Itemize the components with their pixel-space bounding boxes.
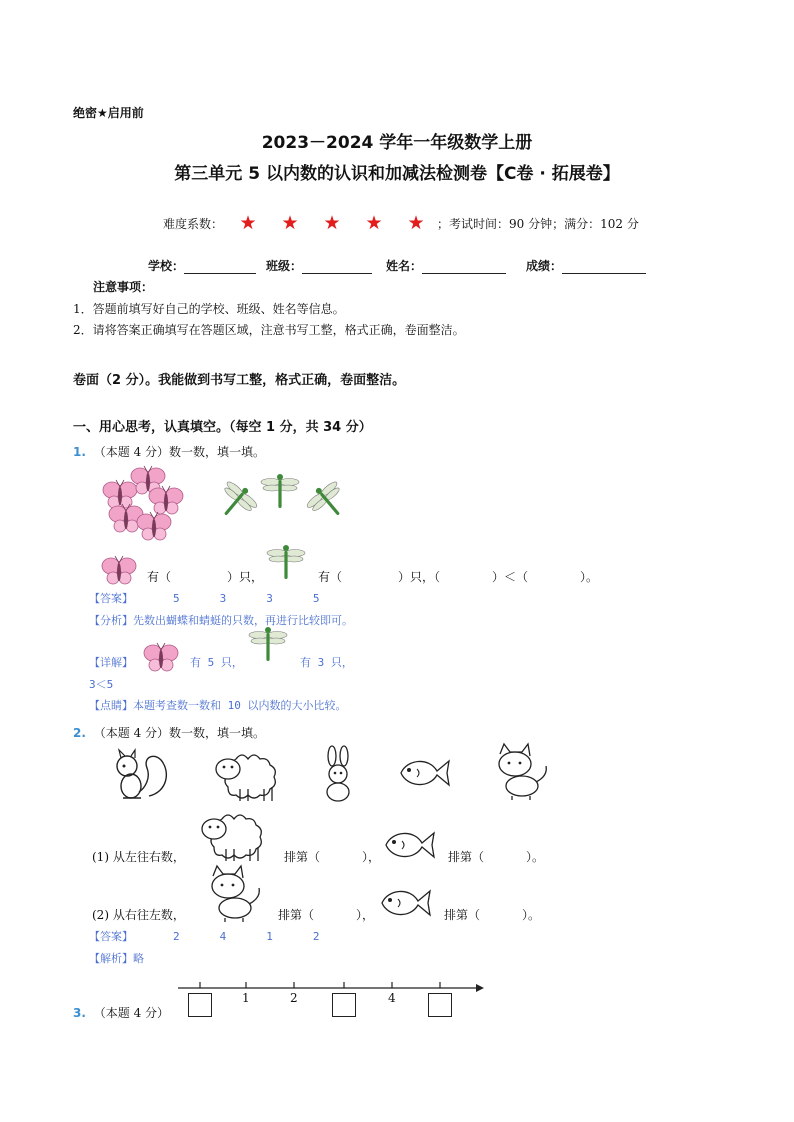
sheep-icon [212,745,284,803]
q2-text-close: ）， [362,850,381,864]
dragonfly-icon [261,474,299,508]
q1-answer-1: 5 [173,592,180,605]
q2-answer-3: 1 [266,930,273,943]
number-line-tick-label: 4 [388,991,396,1005]
dragonfly-icon [266,546,306,586]
section-1-heading: 一、用心思考，认真填空。（每空 1 分，共 34 分） [73,420,372,435]
star-icon: ★ [365,212,383,234]
q2-part1-blank-a-row [284,848,380,865]
number-line-box-1[interactable] [188,993,212,1017]
q2-part2-lead: (2) 从右往左数， [92,908,185,922]
q2-text-rank: 排第（ [444,908,481,922]
dragonfly-icon [248,628,288,668]
fish-icon [380,827,436,863]
q1-number: 1. [73,445,86,459]
dragonfly-icon [302,476,353,526]
title-line-1: 2023－2024 学年一年级数学上册 [261,133,533,153]
star-icon: ★ [239,212,257,234]
q1-detail-a: 有 5 只， [190,656,243,669]
number-line-box-3[interactable] [428,993,452,1017]
fish-icon [376,885,432,921]
q2-number: 2. [73,726,86,740]
q2-text-close-end: ）。 [526,850,545,864]
school-field [148,257,256,274]
fish-icon [395,755,451,791]
q1-comment: 【点睛】本题考查数一数和 10 以内数的大小比较。 [89,699,347,712]
title-line-2: 第三单元 5 以内数的认识和加减法检测卷【C卷 · 拓展卷】 [174,164,620,184]
q1-text-lt: ）＜（ [492,570,529,584]
difficulty-stars [227,212,437,234]
score-label: 成绩： [526,259,563,273]
q3-prompt: （本题 4 分） [93,1006,170,1020]
q2-part2-blank-b-row [444,906,540,923]
q2-text-close: ）， [356,908,375,922]
rabbit-icon [318,746,358,802]
score-input[interactable] [562,259,646,274]
q1-fill-row-b [318,568,598,585]
score-field [526,257,646,274]
difficulty-row [163,212,639,234]
q2-answer-2: 4 [219,930,227,943]
q2-text-rank: 排第（ [448,850,485,864]
dragonfly-group [220,475,350,535]
q2-text-rank: 排第（ [284,850,321,864]
school-label: 学校： [148,259,185,273]
q1-answer-tag: 【答案】 [89,592,133,605]
q2-prompt-row [73,724,265,741]
q1-text-has-2: 有（ [318,570,343,584]
notes-heading: 注意事项： [93,280,154,294]
q1-prompt: （本题 4 分）数一数，填一填。 [93,445,266,459]
school-input[interactable] [184,259,256,274]
name-field [386,257,506,274]
name-label: 姓名： [386,259,423,273]
q3-number: 3. [73,1006,86,1020]
difficulty-label: 难度系数： [163,216,224,231]
q1-text-unit-1: ）只， [227,570,264,584]
star-icon: ★ [281,212,299,234]
butterfly-icon [103,480,137,508]
class-field [266,257,372,274]
class-label: 班级： [266,259,303,273]
q2-answer-1: 2 [173,930,180,943]
q1-answer-3: 3 [266,592,273,605]
star-icon: ★ [407,212,425,234]
number-line-tick-label: 2 [290,991,298,1005]
q2-answer-row [89,928,320,944]
q2-text-close-end: ）。 [522,908,541,922]
q2-text-rank: 排第（ [278,908,315,922]
butterfly-icon [149,486,183,514]
q1-answer-2: 3 [219,592,227,605]
butterfly-group [100,465,190,545]
q1-text-end: ）。 [580,570,599,584]
q1-text-unit-2: ）只，（ [398,570,441,584]
q2-part2-blank-a-row [278,906,374,923]
number-line-tick-label: 1 [242,991,250,1005]
q1-analysis: 【分析】先数出蝴蝶和蜻蜓的只数，再进行比较即可。 [89,614,353,627]
dragonfly-icon [211,476,262,526]
note-item-2: 2．请将答案正确填写在答题区域，注意书写工整，格式正确，卷面整洁。 [73,323,465,337]
q2-answer-4: 2 [312,930,320,943]
q1-prompt-row [73,443,265,460]
q3-prompt-row [73,1004,169,1021]
q2-answer-tag: 【答案】 [89,930,133,943]
note-item-1: 1．答题前填写好自己的学校、班级、姓名等信息。 [73,302,345,316]
q1-detail-tag: 【详解】 [89,656,133,669]
squirrel-icon [105,748,175,802]
q2-part1-blank-b-row [448,848,544,865]
neatness-line: 卷面（2 分）。我能做到书写工整，格式正确，卷面整洁。 [73,373,406,388]
q2-analysis: 【解析】略 [89,952,144,965]
q1-detail-c: 3＜5 [89,678,114,691]
sheep-icon [198,805,268,863]
name-input[interactable] [422,259,506,274]
butterfly-icon [145,643,177,673]
time-score: ；考试时间：90 分钟；满分：102 分 [437,216,639,231]
cat-icon [203,866,265,924]
q1-answer-row [89,590,320,606]
number-line-box-2[interactable] [332,993,356,1017]
secret-label: 绝密★启用前 [73,106,144,120]
cat-icon [490,744,552,802]
q1-answer-4: 5 [312,592,320,605]
q2-prompt: （本题 4 分）数一数，填一填。 [93,726,266,740]
butterfly-icon [137,512,171,540]
q1-detail-b: 有 3 只， [300,656,353,669]
q2-part1-lead: (1) 从左往右数， [92,850,185,864]
butterfly-icon [103,556,135,586]
q1-text-has-1: 有（ [147,570,172,584]
class-input[interactable] [302,259,372,274]
star-icon: ★ [323,212,341,234]
q1-fill-row-a [147,568,263,585]
